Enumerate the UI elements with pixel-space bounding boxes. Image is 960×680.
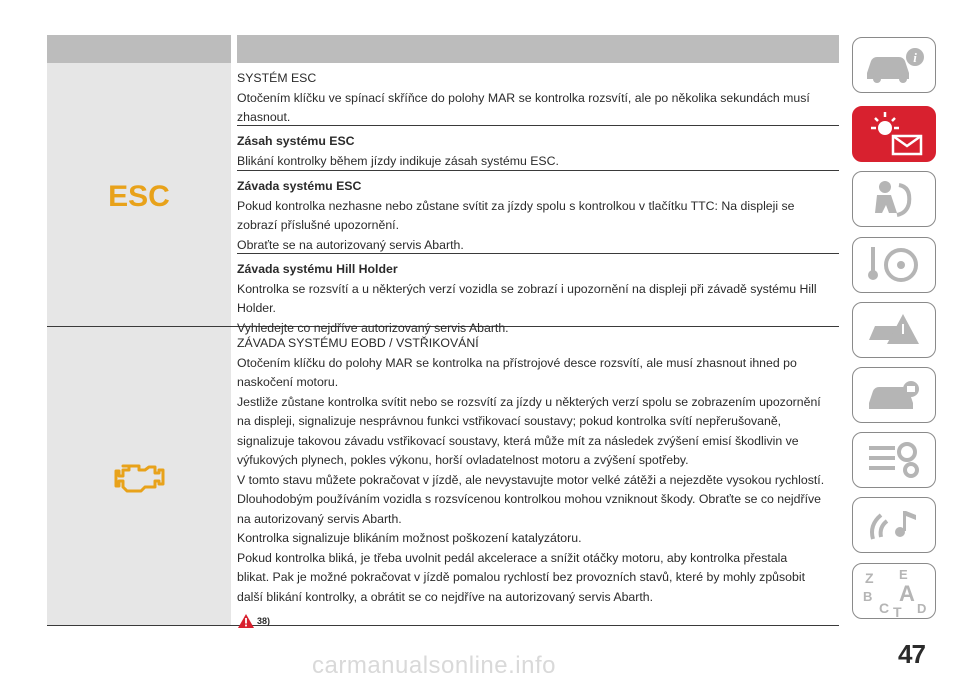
svg-text:E: E <box>899 567 908 582</box>
body-line: na displeji, signalizuje nesprávnou funkci vstřikovací soustavy; pokud kontrolka svítí nepřerušovaně, <box>237 414 782 428</box>
body-line: Pokud kontrolka nezhasne nebo zůstane svítit za jízdy spolu s kontrolkou v tlačítku TTC: Na displeji se <box>237 198 795 213</box>
section-esc-fault <box>237 171 839 254</box>
esc-warning-light-icon <box>107 175 171 215</box>
warning-triangle-icon <box>237 613 255 629</box>
body-line: Kontrolka signalizuje blikáním možnost poškození katalyzátoru. <box>237 531 582 545</box>
body-line: Pokud kontrolka bliká, je třeba uvolnit pedál akcelerace a snížit otáčky motoru, aby kontrolka přestala <box>237 550 788 565</box>
svg-text:A: A <box>899 581 915 606</box>
body-line: Otočením klíčku do polohy MAR se kontrolka na přístrojové desce rozsvítí, ale musí zhasnout ihned po <box>237 355 797 370</box>
warning-reference-label: 38) <box>257 616 271 626</box>
table-row <box>47 327 839 626</box>
body-line: blikat. Pak je možné pokračovat v jízdě pomalou rychlostí bez provozních stavů, které by mohly způsobit <box>237 570 805 584</box>
maintenance-tab-icon[interactable] <box>852 367 936 423</box>
warning-lights-table <box>47 35 839 626</box>
index-tab-icon[interactable] <box>852 563 936 619</box>
body-line: další blikání kontrolky, a obrátit se co nejdříve na autorizovaný servis Abarth. <box>237 589 654 604</box>
svg-text:T: T <box>893 604 902 617</box>
icon-cell <box>47 63 231 326</box>
body-line: signalizuje takovou závadu vstřikovací soustavy, která může mít za následek zvýšení emisí škodlivin ve <box>237 433 799 448</box>
engine-check-light-icon <box>109 456 169 496</box>
starting-driving-tab-icon[interactable] <box>852 237 936 293</box>
car-info-tab-icon[interactable] <box>852 37 936 93</box>
body-line: Dlouhodobým používáním vozidla s rozsvícenou kontrolkou mohou vzniknout škody. Obraťte se co nejdříve <box>237 492 822 506</box>
section-hill-holder-fault <box>237 254 839 334</box>
body-line: V tomto stavu můžete pokračovat v jízdě, ale nevystavujte motor velké zátěži a nejezděte vysokou rychlostí. <box>237 472 825 487</box>
svg-text:ESC: ESC <box>108 179 170 213</box>
table-row <box>47 63 839 335</box>
body-line: výfukových plynech, pokles výkonu, horší ovladatelnost motoru a zvýšení spotřeby. <box>237 453 689 467</box>
technical-data-tab-icon[interactable] <box>852 432 936 488</box>
body-line: Kontrolka se rozsvítí a u některých verzí vozidla se zobrazí i upozornění na displeji při závadě systému Hill <box>237 281 817 296</box>
section-heading: Závada systému ESC <box>237 179 362 193</box>
warning-reference[interactable] <box>237 613 839 629</box>
svg-text:i: i <box>913 50 917 65</box>
section-heading: Závada systému Hill Holder <box>237 262 398 276</box>
body-line: Jestliže zůstane kontrolka svítit nebo se rozsvítí za jízdy u některých verzí spolu se zobrazením upozornění <box>237 394 821 409</box>
multimedia-tab-icon[interactable] <box>852 497 936 553</box>
emergency-tab-icon[interactable] <box>852 302 936 358</box>
watermark: carmanualsonline.info <box>312 652 556 679</box>
page-number: 47 <box>898 639 925 669</box>
svg-text:C: C <box>879 600 890 616</box>
body-line: na autorizovaný servis Abarth. <box>237 511 402 526</box>
body-line: zobrazí příslušné upozornění. <box>237 218 400 232</box>
body-line: Obraťte se na autorizovaný servis Abarth. <box>237 237 464 252</box>
body-line: zhasnout. <box>237 110 291 124</box>
section-esc-intervention <box>237 126 839 171</box>
body-line: Blikání kontrolky během jízdy indikuje zásah systému ESC. <box>237 153 559 168</box>
section-eobd-fault <box>237 327 839 635</box>
svg-text:B: B <box>863 589 873 604</box>
warning-lights-tab-icon[interactable] <box>852 106 936 162</box>
section-heading: ZÁVADA SYSTÉMU EOBD / VSTŘIKOVÁNÍ <box>237 336 479 350</box>
section-heading: Zásah systému ESC <box>237 134 355 148</box>
body-line: Holder. <box>237 301 276 315</box>
svg-text:Z: Z <box>865 570 874 586</box>
text-cell <box>237 63 839 335</box>
body-line: naskočení motoru. <box>237 375 339 389</box>
text-cell <box>237 327 839 625</box>
table-header <box>47 35 839 63</box>
section-heading: SYSTÉM ESC <box>237 71 317 85</box>
icon-cell <box>47 327 231 625</box>
svg-text:D: D <box>917 601 927 616</box>
body-line: Otočením klíčku ve spínací skříňce do polohy MAR se kontrolka rozsvítí, ale po několika sekundách musí <box>237 90 810 105</box>
body-line: Vyhledejte co nejdříve autorizovaný servis Abarth. <box>237 320 509 335</box>
safety-airbag-tab-icon[interactable] <box>852 171 936 227</box>
section-esc-system <box>237 63 839 126</box>
